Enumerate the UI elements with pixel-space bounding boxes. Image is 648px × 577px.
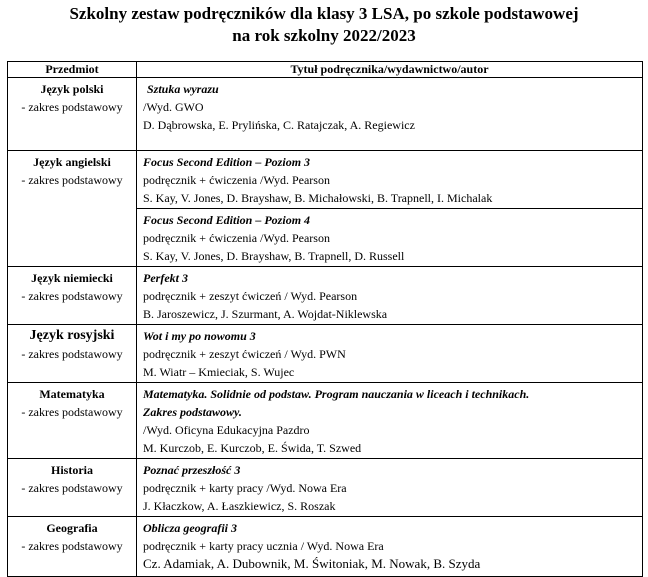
book-authors: J. Kłaczkow, A. Łaszkiewicz, S. Roszak: [143, 499, 336, 513]
book-authors: S. Kay, V. Jones, D. Brayshaw, B. Trapnell, D. Russell: [143, 249, 405, 263]
subject-cell: [8, 459, 137, 517]
book-title: Focus Second Edition – Poziom 4: [143, 213, 311, 227]
table-row: [8, 325, 643, 383]
book-publisher: podręcznik + ćwiczenia /Wyd. Pearson: [143, 231, 330, 245]
table-row: [8, 383, 643, 459]
book-title: Matematyka. Solidnie od podstaw. Program nauczania w liceach i technikach.: [143, 387, 530, 401]
book-authors: M. Wiatr – Kmieciak, S. Wujec: [143, 365, 295, 379]
subject-cell: [8, 267, 137, 325]
book-title-continued: Zakres podstawowy.: [143, 405, 242, 419]
book-title: Sztuka wyrazu: [147, 82, 219, 96]
table-row: [8, 78, 643, 151]
book-cell: [137, 151, 643, 209]
subject-name: Matematyka: [39, 387, 105, 401]
book-title: Perfekt 3: [143, 271, 188, 285]
title-line-2: na rok szkolny 2022/2023: [232, 26, 416, 45]
subject-scope: - zakres podstawowy: [21, 405, 123, 419]
book-publisher: podręcznik + karty pracy ucznia / Wyd. Nowa Era: [143, 539, 384, 553]
book-title: Oblicza geografii 3: [143, 521, 237, 535]
book-publisher: podręcznik + ćwiczenia /Wyd. Pearson: [143, 173, 330, 187]
document-title: [0, 3, 648, 47]
subject-name: Język niemiecki: [31, 271, 113, 285]
book-cell: [137, 78, 643, 151]
subject-cell: [8, 151, 137, 267]
book-publisher: /Wyd. Oficyna Edukacyjna Pazdro: [143, 423, 310, 437]
book-title: Poznać przeszłość 3: [143, 463, 241, 477]
book-cell: [137, 459, 643, 517]
subject-name: Język polski: [40, 82, 104, 96]
book-publisher: /Wyd. GWO: [143, 100, 204, 114]
book-cell: [137, 517, 643, 577]
book-publisher: podręcznik + zeszyt ćwiczeń / Wyd. PWN: [143, 347, 346, 361]
subject-cell: [8, 517, 137, 577]
book-authors: Cz. Adamiak, A. Dubownik, M. Świtoniak, M. Nowak, B. Szyda: [143, 556, 481, 571]
table-row: [8, 517, 643, 577]
subject-scope: - zakres podstawowy: [21, 289, 123, 303]
table-header-row: [8, 62, 643, 78]
book-publisher: podręcznik + zeszyt ćwiczeń / Wyd. Pearson: [143, 289, 358, 303]
book-authors: B. Jaroszewicz, J. Szurmant, A. Wojdat-Niklewska: [143, 307, 388, 321]
book-authors: D. Dąbrowska, E. Prylińska, C. Ratajczak, A. Regiewicz: [143, 118, 415, 132]
book-cell: [137, 267, 643, 325]
title-line-1: Szkolny zestaw podręczników dla klasy 3 LSA, po szkole podstawowej: [69, 4, 579, 23]
header-book: Tytuł podręcznika/wydawnictwo/autor: [137, 62, 643, 78]
subject-scope: - zakres podstawowy: [21, 173, 123, 187]
table-row: [8, 151, 643, 209]
book-authors: S. Kay, V. Jones, D. Brayshaw, B. Michałowski, B. Trapnell, I. Michalak: [143, 191, 493, 205]
book-authors: M. Kurczob, E. Kurczob, E. Świda, T. Szwed: [143, 441, 362, 455]
table-row: [8, 459, 643, 517]
textbook-table: [7, 61, 643, 577]
subject-name: Historia: [51, 463, 93, 477]
book-publisher: podręcznik + karty pracy /Wyd. Nowa Era: [143, 481, 347, 495]
table-row: [8, 267, 643, 325]
subject-name: Język rosyjski: [29, 328, 115, 343]
book-cell: [137, 209, 643, 267]
header-subject: Przedmiot: [8, 62, 137, 78]
book-cell: [137, 325, 643, 383]
subject-scope: - zakres podstawowy: [21, 539, 123, 553]
subject-scope: - zakres podstawowy: [21, 100, 123, 114]
book-title: Wot i my po nowomu 3: [143, 329, 256, 343]
subject-cell: [8, 383, 137, 459]
subject-scope: - zakres podstawowy: [21, 347, 123, 361]
book-cell: [137, 383, 643, 459]
subject-name: Geografia: [46, 521, 98, 535]
subject-cell: [8, 325, 137, 383]
subject-name: Język angielski: [33, 155, 111, 169]
subject-scope: - zakres podstawowy: [21, 481, 123, 495]
subject-cell: [8, 78, 137, 151]
book-title: Focus Second Edition – Poziom 3: [143, 155, 311, 169]
